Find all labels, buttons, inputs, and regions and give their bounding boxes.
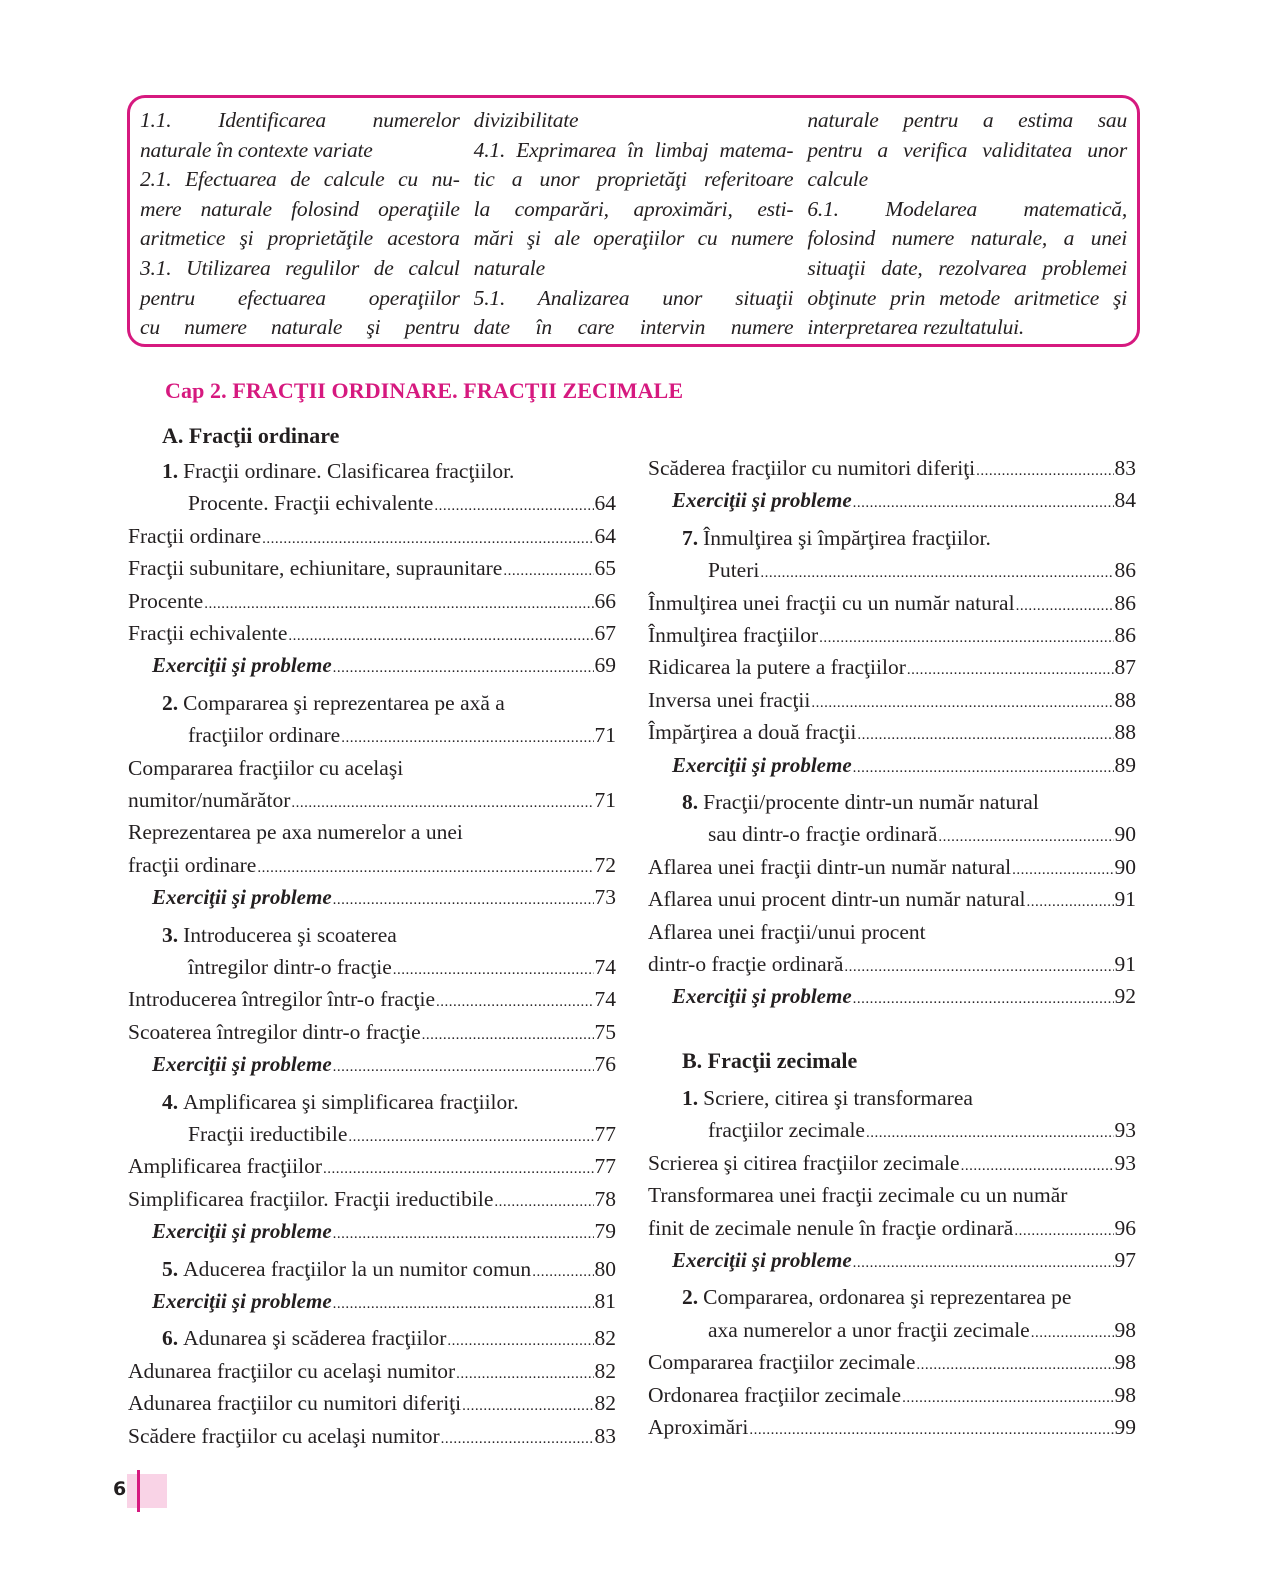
toc-page-number: 83 (1114, 456, 1136, 480)
toc-page-number: 80 (594, 1256, 616, 1281)
toc-entry[interactable] (128, 617, 616, 652)
toc-entry-title: Exerciţii şi probleme (152, 1219, 332, 1244)
toc-entry-number: 7. (682, 525, 699, 550)
toc-entry[interactable] (648, 587, 1136, 622)
competency-line: 6.1. Modelarea matematică, (807, 196, 1128, 221)
toc-entry-title: finit de zecimale nenule în fracţie ordinară (648, 1215, 1014, 1240)
toc-entry-title: Fracţii subunitare, echiunitare, supraunitare (128, 556, 503, 581)
toc-entry[interactable] (648, 1314, 1136, 1349)
toc-entry-line (128, 1086, 616, 1118)
toc-leader-dots (916, 1346, 1113, 1381)
toc-leader-dots (333, 1285, 594, 1320)
toc-exercises-entry[interactable] (648, 1244, 1136, 1279)
toc-entry-title: Scrierea şi citirea fracţiilor zecimale (648, 1150, 960, 1175)
toc-entry-title: Amplificarea fracţiilor (128, 1154, 322, 1179)
toc-entry-title: Fracţii ireductibile (188, 1122, 348, 1146)
toc-entry-title: Introducerea şi scoaterea (183, 922, 397, 947)
toc-entry-title: Exerciţii şi probleme (152, 885, 332, 910)
toc-entry-title: Adunarea fracţiilor cu acelaşi numitor (128, 1358, 456, 1383)
toc-entry-title: Procente (128, 588, 204, 613)
toc-leader-dots (434, 487, 593, 522)
toc-entry-title: Scriere, citirea şi transformarea (703, 1086, 973, 1110)
toc-entry-title: Fracţii/procente dintr-un număr natural (703, 790, 1039, 814)
toc-entry-number: 1. (682, 1086, 699, 1110)
competency-line: mere naturale folosind operaţiile (140, 196, 460, 221)
toc-entry[interactable] (128, 849, 616, 884)
toc-page-number: 69 (594, 653, 616, 678)
toc-entry-title: Înmulţirea şi împărţirea fracţiilor. (703, 525, 991, 550)
competency-line: calcule (807, 167, 869, 192)
toc-entry-number: 2. (162, 690, 179, 715)
competency-line: 1.1. Identificarea numerelor (140, 108, 460, 132)
toc-entry-number: 1. (162, 459, 179, 483)
toc-entry-line (648, 1082, 1136, 1114)
toc-entry-title: Aflarea unui procent dintr-un număr natural (648, 887, 1026, 912)
toc-entry-line (128, 687, 616, 719)
toc-leader-dots (422, 1016, 594, 1051)
toc-leader-dots (819, 619, 1113, 654)
toc-leader-dots (333, 649, 594, 684)
toc-entry[interactable] (648, 716, 1136, 751)
toc-entry-title: Ridicarea la putere a fracţiilor (648, 655, 906, 680)
toc-leader-dots (857, 716, 1113, 751)
page-number-divider (137, 1470, 140, 1512)
toc-entry-title: Simplificarea fracţiilor. Fracţii ireductibile (128, 1186, 494, 1211)
toc-page-number: 82 (594, 1358, 616, 1383)
toc-entry-line (648, 916, 1136, 948)
toc-page-number: 71 (594, 723, 616, 748)
toc-entry[interactable] (128, 552, 616, 587)
competency-line: la comparări, aproximări, esti- (473, 196, 794, 221)
toc-entry-line (648, 522, 1136, 554)
toc-page-number: 86 (1114, 623, 1136, 647)
toc-page-number: 91 (1114, 887, 1136, 912)
toc-leader-dots (494, 1183, 593, 1218)
competencies-box (127, 95, 1140, 347)
toc-entry-number: 5. (162, 1256, 179, 1281)
toc-entry-title: Fracţii ordinare. Clasificarea fracţiilor. (183, 459, 515, 483)
toc-entry[interactable] (648, 851, 1136, 886)
toc-leader-dots (1014, 1212, 1113, 1247)
toc-entry-title: fracţii ordinare (128, 852, 257, 877)
toc-entry-number: 3. (162, 922, 179, 947)
toc-entry-title: Înmulţirea unei fracţii cu un număr natural (648, 590, 1015, 615)
toc-page-number: 98 (1114, 1382, 1136, 1407)
toc-leader-dots (333, 1215, 594, 1250)
toc-page-number: 72 (594, 852, 616, 877)
toc-entry[interactable] (128, 784, 616, 819)
toc-entry-title: Reprezentarea pe axa numerelor a unei (128, 820, 463, 845)
toc-entry[interactable] (128, 719, 616, 754)
toc-entry-title: fracţiilor ordinare (188, 723, 341, 748)
toc-page-number: 71 (594, 788, 616, 812)
toc-leader-dots (749, 1411, 1113, 1446)
toc-entry-line (128, 752, 616, 784)
toc-entry-title: Compararea, ordonarea şi reprezentarea pe (703, 1285, 1072, 1310)
toc-leader-dots (503, 552, 593, 587)
toc-page-number: 82 (594, 1391, 616, 1416)
toc-entry[interactable] (128, 1183, 616, 1218)
toc-page-number: 92 (1114, 984, 1136, 1009)
toc-entry[interactable] (128, 1150, 616, 1185)
toc-page-number: 75 (594, 1019, 616, 1044)
toc-entry-line (648, 1281, 1136, 1313)
competency-line: interpretarea rezultatului. (807, 315, 1025, 340)
toc-entry-title: Aproximări (648, 1415, 749, 1439)
toc-page-number: 74 (594, 987, 616, 1012)
toc-entry-number: 4. (162, 1089, 179, 1114)
toc-entry-title: Fracţii echivalente (128, 621, 288, 645)
page-number-tab (127, 1474, 167, 1508)
toc-entry-title: axa numerelor a unor fracţii zecimale (708, 1317, 1030, 1342)
toc-entry[interactable] (648, 1212, 1136, 1247)
toc-leader-dots (853, 980, 1114, 1015)
toc-leader-dots (902, 1379, 1113, 1414)
toc-page-number: 89 (1114, 752, 1136, 777)
toc-leader-dots (853, 484, 1114, 519)
toc-page-number: 88 (1114, 720, 1136, 745)
toc-leader-dots (853, 749, 1114, 784)
toc-page-number: 98 (1114, 1317, 1136, 1342)
toc-entry[interactable] (648, 554, 1136, 589)
toc-page-number: 83 (594, 1423, 616, 1448)
toc-page-number: 66 (594, 588, 616, 613)
toc-page-number: 87 (1114, 655, 1136, 680)
toc-entry-title: Exerciţii şi probleme (152, 1289, 332, 1313)
toc-page-number: 88 (1114, 687, 1136, 712)
toc-leader-dots (323, 1150, 594, 1185)
toc-page-number: 81 (594, 1289, 616, 1313)
toc-page-number: 74 (594, 955, 616, 979)
toc-entry[interactable] (648, 1411, 1136, 1446)
toc-page-number: 67 (594, 621, 616, 645)
competency-line: obţinute prin metode aritmetice şi (807, 285, 1128, 310)
toc-exercises-entry[interactable] (128, 1048, 616, 1083)
page-number: 6 (113, 1478, 127, 1500)
toc-entry-number: 8. (682, 790, 699, 814)
toc-leader-dots (760, 554, 1113, 589)
toc-entry[interactable] (128, 520, 616, 555)
toc-exercises-entry[interactable] (648, 749, 1136, 784)
toc-leader-dots (348, 1118, 593, 1153)
toc-page-number: 90 (1114, 854, 1136, 879)
toc-entry[interactable] (648, 452, 1136, 487)
toc-leader-dots (462, 1387, 593, 1422)
toc-entry-title: Adunarea fracţiilor cu numitori diferiţi (128, 1391, 462, 1416)
toc-entry-title: Scăderea fracţiilor cu numitori diferiţi (648, 456, 976, 480)
competency-line: 2.1. Efectuarea de calcule cu nu- (140, 167, 460, 192)
toc-entry-title: Transformarea unei fracţii zecimale cu un număr (648, 1183, 1068, 1208)
toc-page-number: 65 (594, 556, 616, 581)
toc-page-number: 86 (1114, 558, 1136, 583)
toc-leader-dots (456, 1355, 593, 1390)
toc-entry[interactable] (648, 651, 1136, 686)
toc-leader-dots (291, 784, 593, 819)
toc-entry[interactable] (128, 1118, 616, 1153)
toc-page-number: 77 (594, 1154, 616, 1179)
toc-leader-dots (447, 1322, 593, 1357)
toc-entry-title: Înmulţirea fracţiilor (648, 623, 819, 647)
competency-line: pentru efectuarea operaţiilor (140, 285, 460, 310)
toc-page-number: 73 (594, 885, 616, 910)
toc-leader-dots (204, 585, 593, 620)
toc-entry-title: Aflarea unei fracţii dintr-un număr natural (648, 854, 1012, 879)
toc-page-number: 96 (1114, 1215, 1136, 1240)
toc-page-number: 79 (594, 1219, 616, 1244)
toc-page-number: 82 (594, 1326, 616, 1351)
toc-entry-title: Aflarea unei fracţii/unui procent (648, 919, 926, 944)
toc-entry[interactable] (648, 883, 1136, 918)
toc-page-number: 93 (1114, 1118, 1136, 1143)
competency-line: cu numere naturale şi pentru (140, 315, 460, 340)
toc-entry-line (648, 786, 1136, 818)
toc-entry-number: 2. (682, 1285, 699, 1310)
competencies-column-1 (140, 106, 460, 344)
toc-entry-title: dintr-o fracţie ordinară (648, 952, 844, 976)
toc-exercises-entry[interactable] (128, 1285, 616, 1320)
toc-leader-dots (853, 1244, 1114, 1279)
toc-entry-title: sau dintr-o fracţie ordinară (708, 822, 938, 847)
toc-leader-dots (532, 1253, 593, 1288)
toc-entry[interactable] (648, 1346, 1136, 1381)
competency-line: 4.1. Exprimarea în limbaj matema- (473, 137, 794, 162)
competency-line: naturale (473, 255, 545, 280)
toc-leader-dots (262, 520, 593, 555)
toc-entry[interactable] (648, 1379, 1136, 1414)
competencies-column-3 (807, 106, 1127, 344)
toc-leader-dots (961, 1147, 1114, 1182)
toc-entry-title: Exerciţii şi probleme (152, 1052, 332, 1077)
toc-leader-dots (333, 1048, 594, 1083)
toc-entry-line (648, 1179, 1136, 1211)
competency-line: mări şi ale operaţiilor cu numere (473, 226, 794, 251)
toc-page-number: 64 (594, 523, 616, 548)
toc-leader-dots (1012, 851, 1113, 886)
toc-entry-number: 6. (162, 1326, 179, 1351)
competency-line: 5.1. Analizarea unor situaţii (473, 285, 794, 310)
toc-entry-title: Ordonarea fracţiilor zecimale (648, 1382, 902, 1407)
toc-entry-title: Exerciţii şi probleme (672, 1248, 852, 1272)
toc-page-number: 64 (594, 491, 616, 516)
toc-entry-title: Puteri (708, 558, 760, 583)
toc-exercises-entry[interactable] (648, 484, 1136, 519)
toc-page-number: 77 (594, 1122, 616, 1146)
toc-entry[interactable] (648, 684, 1136, 719)
toc-entry-title: Fracţii ordinare (128, 523, 262, 548)
section-heading-b: B. Fracţii zecimale (682, 1048, 858, 1073)
toc-exercises-entry[interactable] (128, 1215, 616, 1250)
competency-line: tic a unor proprietăţi referitoare (473, 167, 794, 192)
toc-exercises-entry[interactable] (128, 649, 616, 684)
competency-line: aritmetice şi proprietăţile acestora (140, 226, 460, 251)
toc-page-number: 78 (594, 1186, 616, 1211)
toc-page-number: 84 (1114, 488, 1136, 513)
toc-entry[interactable] (128, 1420, 616, 1455)
competency-line: naturale în contexte variate (140, 137, 373, 162)
toc-entry-line (128, 455, 616, 487)
toc-entry[interactable] (128, 1355, 616, 1390)
toc-entry[interactable] (648, 948, 1136, 983)
toc-entry-title: fracţiilor zecimale (708, 1118, 865, 1143)
toc-leader-dots (907, 651, 1114, 686)
toc-leader-dots (257, 849, 593, 884)
toc-entry-title: Exerciţii şi probleme (152, 653, 332, 678)
competency-line: divizibilitate (473, 108, 579, 132)
toc-entry[interactable] (128, 487, 616, 522)
toc-entry[interactable] (128, 585, 616, 620)
competency-line: pentru a verifica validitatea unor (807, 137, 1128, 162)
toc-entry-title: Exerciţii şi probleme (672, 984, 852, 1009)
section-heading-a: A. Fracţii ordinare (162, 423, 340, 448)
toc-entry-title: Amplificarea şi simplificarea fracţiilor. (183, 1089, 519, 1114)
toc-exercises-entry[interactable] (648, 980, 1136, 1015)
toc-entry[interactable] (648, 1114, 1136, 1149)
competency-line: date în care intervin numere (473, 315, 794, 340)
toc-entry-title: Împărţirea a două fracţii (648, 720, 857, 745)
toc-page-number: 86 (1114, 590, 1136, 615)
toc-leader-dots (976, 452, 1113, 487)
toc-entry-title: Scădere fracţiilor cu acelaşi numitor (128, 1423, 440, 1448)
toc-leader-dots (1031, 1314, 1114, 1349)
toc-entry-title: Compararea fracţiilor zecimale (648, 1350, 916, 1375)
toc-entry-title: Compararea şi reprezentarea pe axă a (183, 690, 505, 715)
toc-page-number: 97 (1114, 1248, 1136, 1272)
toc-page-number: 93 (1114, 1150, 1136, 1175)
toc-entry-title: Inversa unei fracţii (648, 687, 811, 712)
toc-entry[interactable] (648, 818, 1136, 853)
competencies-column-2 (474, 106, 794, 344)
chapter-title: Cap 2. FRACŢII ORDINARE. FRACŢII ZECIMALE (165, 378, 684, 403)
toc-page-number: 76 (594, 1052, 616, 1077)
toc-entry-title: Procente. Fracţii echivalente (188, 491, 434, 516)
competency-line: 3.1. Utilizarea regulilor de calcul (140, 255, 460, 280)
toc-leader-dots (1026, 883, 1113, 918)
toc-leader-dots (333, 881, 594, 916)
toc-entry[interactable] (128, 1016, 616, 1051)
toc-page-number: 99 (1114, 1415, 1136, 1439)
toc-entry-line (128, 919, 616, 951)
toc-leader-dots (341, 719, 593, 754)
toc-page-number: 91 (1114, 952, 1136, 976)
toc-leader-dots (1016, 587, 1114, 622)
toc-leader-dots (441, 1420, 594, 1455)
toc-page-number: 90 (1114, 822, 1136, 847)
toc-leader-dots (288, 617, 593, 652)
toc-leader-dots (844, 948, 1113, 983)
toc-page-number: 98 (1114, 1350, 1136, 1375)
toc-entry-title: Aducerea fracţiilor la un numitor comun (183, 1256, 532, 1281)
toc-entry-title: Adunarea şi scăderea fracţiilor (183, 1326, 447, 1351)
competency-line: situaţii date, rezolvarea problemei (807, 255, 1128, 280)
toc-entry-title: Exerciţii şi probleme (672, 488, 852, 513)
competency-line: naturale pentru a estima sau (807, 108, 1128, 132)
toc-entry-title: Scoaterea întregilor dintr-o fracţie (128, 1019, 421, 1044)
toc-leader-dots (393, 951, 594, 986)
toc-entry[interactable] (128, 951, 616, 986)
toc-entry-title: Introducerea întregilor într-o fracţie (128, 987, 435, 1012)
toc-leader-dots (811, 684, 1113, 719)
toc-entry[interactable] (128, 1387, 616, 1422)
competency-line: folosind numere naturale, a unei (807, 226, 1128, 251)
toc-entry[interactable] (128, 1253, 616, 1288)
toc-entry-title: numitor/numărător (128, 788, 291, 812)
toc-exercises-entry[interactable] (128, 881, 616, 916)
toc-entry[interactable] (648, 1147, 1136, 1182)
toc-entry-title: Exerciţii şi probleme (672, 752, 852, 777)
toc-entry-line (128, 816, 616, 848)
toc-entry[interactable] (648, 619, 1136, 654)
toc-entry-title: Compararea fracţiilor cu acelaşi (128, 755, 404, 780)
toc-leader-dots (938, 818, 1113, 853)
toc-entry-title: întregilor dintr-o fracţie (188, 955, 392, 979)
toc-leader-dots (436, 983, 594, 1018)
toc-leader-dots (866, 1114, 1114, 1149)
toc-entry[interactable] (128, 1322, 616, 1357)
toc-entry[interactable] (128, 983, 616, 1018)
